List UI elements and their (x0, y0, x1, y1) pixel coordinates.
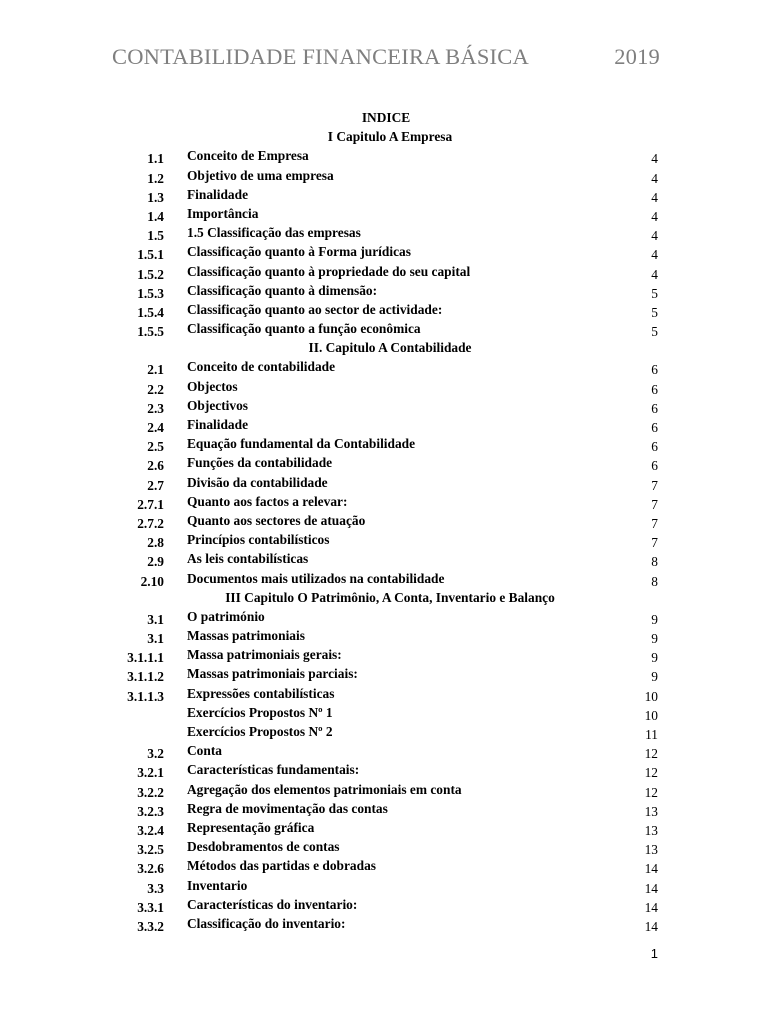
toc-entry (0, 799, 768, 818)
toc-chapter-heading: II. Capitulo A Contabilidade (308, 340, 472, 356)
toc-entry-title: Massas patrimoniais (187, 628, 305, 644)
toc-entry-page: 9 (651, 669, 658, 685)
toc-entry-title: Objectos (187, 378, 238, 394)
toc-entry-page: 6 (651, 458, 658, 474)
toc-entry-number: 1.2 (147, 170, 164, 186)
toc-entry (0, 492, 768, 511)
toc-entry-page: 5 (651, 324, 658, 340)
toc-entry-title: Documentos mais utilizados na contabilidade (187, 570, 445, 586)
toc-entry-number: 1.5.5 (137, 324, 164, 340)
toc-entry-number: 2.10 (140, 573, 164, 589)
toc-entry (0, 664, 768, 683)
toc-entry-page: 7 (651, 477, 658, 493)
toc-entry-number: 2.3 (147, 400, 164, 416)
toc-entry-title: Características do inventario: (187, 896, 358, 912)
toc-entry-page: 9 (651, 650, 658, 666)
toc-entry (0, 204, 768, 223)
toc-entry (0, 876, 768, 895)
toc-entry-title: O património (187, 608, 265, 624)
toc-entry (0, 262, 768, 281)
toc-entry-page: 8 (651, 554, 658, 570)
toc-entry-number: 3.3.2 (137, 918, 164, 934)
toc-entry (0, 434, 768, 453)
toc-entry-title: As leis contabilísticas (187, 551, 309, 567)
toc-entry (0, 146, 768, 165)
toc-entry-title: Divisão da contabilidade (187, 474, 328, 490)
document-title: CONTABILIDADE FINANCEIRA BÁSICA (112, 44, 529, 69)
toc-entry-number: 3.2.5 (137, 842, 164, 858)
toc-entry (0, 837, 768, 856)
toc-entry-number: 1.5.4 (137, 304, 164, 320)
toc-entry (0, 914, 768, 933)
toc-entry-number: 2.4 (147, 420, 164, 435)
toc-entry (0, 319, 768, 338)
toc-entry-page: 14 (644, 880, 658, 896)
toc-entry (0, 453, 768, 472)
toc-entry-page: 11 (645, 727, 658, 742)
toc-entry-page: 7 (651, 515, 658, 531)
toc-entry-number: 1.5 (147, 228, 164, 244)
toc-entry-page: 12 (644, 784, 658, 800)
toc-entry-page: 12 (644, 746, 658, 762)
toc-entry-title: Princípios contabilísticos (187, 532, 330, 548)
toc-entry-page: 9 (651, 611, 658, 627)
toc-entry-title: Agregação dos elementos patrimoniais em conta (187, 781, 462, 797)
toc-entry-page: 8 (651, 573, 658, 589)
toc-entry-number: 3.2.3 (137, 803, 164, 819)
toc-entry-title: Quanto aos sectores de atuação (187, 512, 366, 528)
toc-entry-page: 6 (651, 362, 658, 378)
toc-entry (0, 856, 768, 875)
toc-entry-title: Representação gráfica (187, 819, 315, 835)
toc-entry (0, 780, 768, 799)
toc-entry-number: 1.3 (147, 189, 164, 205)
toc-entry-title: Conceito de Empresa (187, 148, 309, 164)
toc-entry-title: Funções da contabilidade (187, 455, 333, 471)
toc-entry-title: Exercícios Propostos Nº 2 (187, 724, 333, 739)
toc-entry-title: Classificação quanto a função econômica (187, 321, 421, 337)
toc-entry-page: 4 (651, 151, 658, 167)
toc-entry-number: 3.2.1 (137, 765, 164, 781)
toc-entry-page: 12 (644, 765, 658, 781)
toc-entry-page: 6 (651, 381, 658, 397)
toc-entry (0, 626, 768, 645)
toc-entry-title: Desdobramentos de contas (187, 839, 340, 855)
toc-entry-page: 5 (651, 285, 658, 301)
toc-entry (0, 645, 768, 664)
toc-entry-title: Classificação quanto ao sector de actividade: (187, 301, 443, 317)
table-of-contents (0, 108, 768, 933)
toc-entry-page: 4 (651, 247, 658, 263)
toc-entry-title: Expressões contabilísticas (187, 685, 335, 701)
toc-entry-number: 3.1 (147, 631, 164, 647)
toc-entry-title: Finalidade (187, 417, 249, 432)
toc-entry-number: 1.1 (147, 151, 164, 167)
toc-entry (0, 511, 768, 530)
toc-entry-title: Objectivos (187, 397, 248, 413)
toc-entry-page: 14 (644, 918, 658, 934)
toc-entry-title: Massas patrimoniais parciais: (187, 666, 358, 682)
toc-entry-title: Classificação quanto à Forma jurídicas (187, 244, 411, 260)
toc-entry-number: 3.2.4 (137, 822, 164, 838)
toc-entry-number: 2.7.1 (137, 496, 164, 512)
toc-entry-page: 13 (644, 803, 658, 819)
running-header (112, 44, 660, 76)
toc-entry-number: 3.1.1.2 (127, 669, 164, 685)
toc-entry-title: Características fundamentais: (187, 762, 360, 778)
toc-entry-number: 1.5.2 (137, 266, 164, 282)
toc-entry-page: 10 (644, 707, 658, 723)
toc-entry-number: 3.2 (147, 746, 164, 762)
toc-entry (0, 223, 768, 242)
toc-entry-page: 6 (651, 420, 658, 435)
toc-entry-number: 2.1 (147, 362, 164, 378)
toc-entry (0, 396, 768, 415)
toc-entry (0, 300, 768, 319)
toc-entry-title: Massa patrimoniais gerais: (187, 647, 342, 663)
toc-entry-title: Conta (187, 743, 222, 759)
toc-entry-number: 2.5 (147, 439, 164, 455)
toc-entry-page: 7 (651, 535, 658, 551)
toc-entry (0, 684, 768, 703)
toc-entry (0, 607, 768, 626)
toc-entry-number: 1.5.1 (137, 247, 164, 263)
toc-entry-number: 1.5.3 (137, 285, 164, 301)
toc-entry-title: Classificação do inventario: (187, 915, 346, 931)
toc-entry-page: 13 (644, 822, 658, 838)
toc-entry (0, 473, 768, 492)
toc-entry-title: Classificação quanto à propriedade do seu capital (187, 263, 471, 279)
toc-entry (0, 895, 768, 914)
toc-entry-page: 4 (651, 208, 658, 224)
toc-entry (0, 415, 768, 434)
toc-heading: INDICE (361, 110, 411, 125)
toc-entry-page: 4 (651, 266, 658, 282)
toc-entry-title: Objetivo de uma empresa (187, 167, 334, 183)
toc-entry-page: 6 (651, 400, 658, 416)
toc-entry (0, 549, 768, 568)
toc-entry-page: 14 (644, 861, 658, 877)
toc-entry (0, 760, 768, 779)
toc-entry (0, 185, 768, 204)
header-year: 2019 (614, 44, 660, 69)
toc-entry-number: 3.2.6 (137, 861, 164, 877)
toc-entry-title: 1.5 Classificação das empresas (187, 225, 361, 241)
toc-entry (0, 377, 768, 396)
toc-entry-title: Finalidade (187, 186, 249, 202)
toc-entry-number: 2.8 (147, 535, 164, 551)
toc-entry-page: 10 (644, 688, 658, 704)
toc-entry-number: 1.4 (147, 208, 164, 224)
toc-entry (0, 741, 768, 760)
toc-entry-title: Métodos das partidas e dobradas (187, 858, 376, 874)
toc-entry-title: Quanto aos factos a relevar: (187, 493, 348, 509)
toc-entry-title: Regra de movimentação das contas (187, 800, 388, 816)
toc-entry-title: Importância (187, 205, 259, 221)
toc-entry-number: 3.1 (147, 611, 164, 627)
toc-entry-page: 13 (644, 842, 658, 858)
toc-entry-number: 3.1.1.3 (127, 688, 164, 704)
toc-entry-number: 2.7.2 (137, 515, 164, 531)
toc-entry-title: Equação fundamental da Contabilidade (187, 436, 416, 452)
toc-entry-title: Inventario (187, 877, 248, 893)
toc-entry-page: 6 (651, 439, 658, 455)
toc-entry-number: 2.2 (147, 381, 164, 397)
toc-entry (0, 242, 768, 261)
page-number: 1 (650, 946, 658, 961)
toc-entry-page: 9 (651, 631, 658, 647)
toc-entry (0, 281, 768, 300)
toc-entry (0, 703, 768, 722)
toc-entry-page: 4 (651, 170, 658, 186)
toc-entry-title: Conceito de contabilidade (187, 359, 336, 375)
toc-entry-title: Classificação quanto à dimensão: (187, 282, 378, 298)
toc-entry-page: 7 (651, 496, 658, 512)
toc-entry (0, 569, 768, 588)
toc-entry-number: 3.2.2 (137, 784, 164, 800)
toc-entry-number: 3.3 (147, 880, 164, 896)
toc-entry (0, 818, 768, 837)
toc-entry-page: 5 (651, 304, 658, 320)
toc-entry-page: 14 (644, 899, 658, 915)
toc-chapter-heading: I Capitulo A Empresa (327, 129, 453, 145)
toc-entry-number: 2.7 (147, 477, 164, 493)
toc-entry-page: 4 (651, 189, 658, 205)
toc-entry-number: 2.9 (147, 554, 164, 570)
toc-entry (0, 166, 768, 185)
toc-chapter-heading: III Capitulo O Patrimônio, A Conta, Inventario e Balanço (225, 589, 555, 605)
toc-entry (0, 530, 768, 549)
toc-entry (0, 722, 768, 741)
toc-entry-number: 3.3.1 (137, 899, 164, 915)
toc-entry-number: 2.6 (147, 458, 164, 474)
toc-entry (0, 357, 768, 376)
toc-entry-page: 4 (651, 228, 658, 244)
toc-entry-number: 3.1.1.1 (127, 650, 164, 666)
toc-entry-title: Exercícios Propostos Nº 1 (187, 704, 333, 720)
